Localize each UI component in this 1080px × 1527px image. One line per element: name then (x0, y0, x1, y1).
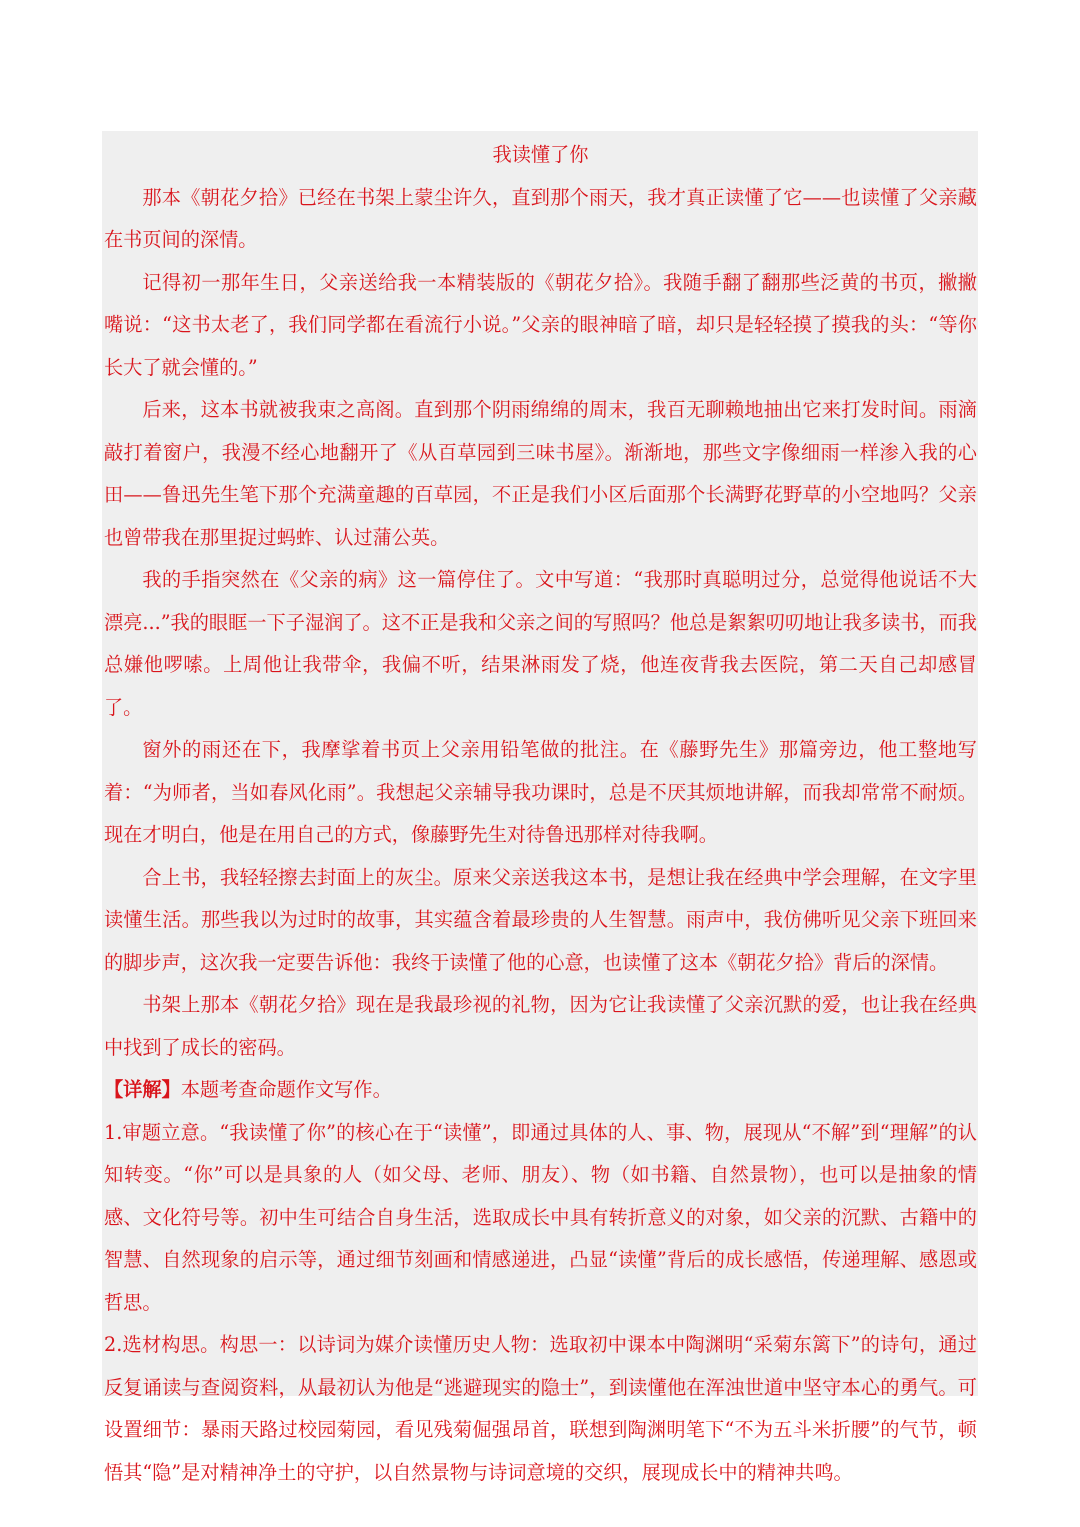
essay-title: 我读懂了你 (492, 143, 589, 166)
analysis-point: 1.审题立意。“我读懂了你”的核心在于“读懂”，即通过具体的人、事、物，展现从“不解”到“理解”的认知转变。“你”可以是具象的人（如父母、老师、朋友）、物（如书籍、自然景物），也可以是抽象的情感、文化符号等。初中生可结合自身生活，选取成长中具有转折意义的对象，如父亲的沉默、古籍中的智慧、自然现象的启示等，通过细节刻画和情感递进，凸显“读懂”背后的成长感悟，传递理解、感恩或哲思。 (104, 1120, 977, 1314)
essay-paragraph: 合上书，我轻轻擦去封面上的灰尘。原来父亲送我这本书，是想让我在经典中学会理解，在文字里读懂生活。那些我以为过时的故事，其实蕴含着最珍贵的人生智慧。雨声中，我仿佛听见父亲下班回来的脚步声，这次我一定要告诉他：我终于读懂了他的心意，也读懂了这本《朝花夕拾》背后的深情。 (104, 865, 977, 974)
essay-paragraph: 书架上那本《朝花夕拾》现在是我最珍视的礼物，因为它让我读懂了父亲沉默的爱，也让我在经典中找到了成长的密码。 (104, 993, 977, 1059)
analysis-intro-text: 本题考查命题作文写作。 (180, 1078, 392, 1101)
essay-paragraph: 后来，这本书就被我束之高阁。直到那个阴雨绵绵的周末，我百无聊赖地抽出它来打发时间。雨滴敲打着窗户，我漫不经心地翻开了《从百草园到三味书屋》。渐渐地，那些文字像细雨一样渗入我的心田——鲁迅先生笔下那个充满童趣的百草园，不正是我们小区后面那个长满野花野草的小空地吗？父亲也曾带我在那里捉过蚂蚱、认过蒲公英。 (104, 398, 977, 549)
essay-paragraph: 窗外的雨还在下，我摩挲着书页上父亲用铅笔做的批注。在《藤野先生》那篇旁边，他工整地写着：“为师者，当如春风化雨”。我想起父亲辅导我功课时，总是不厌其烦地讲解，而我却常常不耐烦。现在才明白，他是在用自己的方式，像藤野先生对待鲁迅那样对待我啊。 (104, 738, 977, 846)
essay-paragraph: 记得初一那年生日，父亲送给我一本精装版的《朝花夕拾》。我随手翻了翻那些泛黄的书页，撇撇嘴说：“这书太老了，我们同学都在看流行小说。”父亲的眼神暗了暗，却只是轻轻摸了摸我的头：“等你长大了就会懂的。” (104, 270, 977, 379)
essay-paragraph: 我的手指突然在《父亲的病》这一篇停住了。文中写道：“我那时真聪明过分，总觉得他说话不大漂亮...”我的眼眶一下子湿润了。这不正是我和父亲之间的写照吗？他总是絮絮叨叨地让我多读书，而我总嫌他啰嗦。上周他让我带伞，我偏不听，结果淋雨发了烧，他连夜背我去医院，第二天自己却感冒了。 (104, 568, 977, 719)
analysis-label: 【详解】 (104, 1078, 181, 1101)
analysis-intro (104, 1069, 977, 1112)
essay-paragraph: 那本《朝花夕拾》已经在书架上蒙尘许久，直到那个雨天，我才真正读懂了它——也读懂了父亲藏在书页间的深情。 (104, 185, 977, 251)
essay-content (104, 134, 977, 1494)
analysis-point: 2.选材构思。构思一：以诗词为媒介读懂历史人物：选取初中课本中陶渊明“采菊东篱下”的诗句，通过反复诵读与查阅资料，从最初认为他是“逃避现实的隐士”，到读懂他在浑浊世道中坚守本心的勇气。可设置细节：暴雨天路过校园菊园，看见残菊倔强昂首，联想到陶渊明笔下“不为五斗米折腰”的气节，顿悟其“隐”是对精神净土的守护，以自然景物与诗词意境的交织，展现成长中的精神共鸣。 (104, 1333, 977, 1484)
